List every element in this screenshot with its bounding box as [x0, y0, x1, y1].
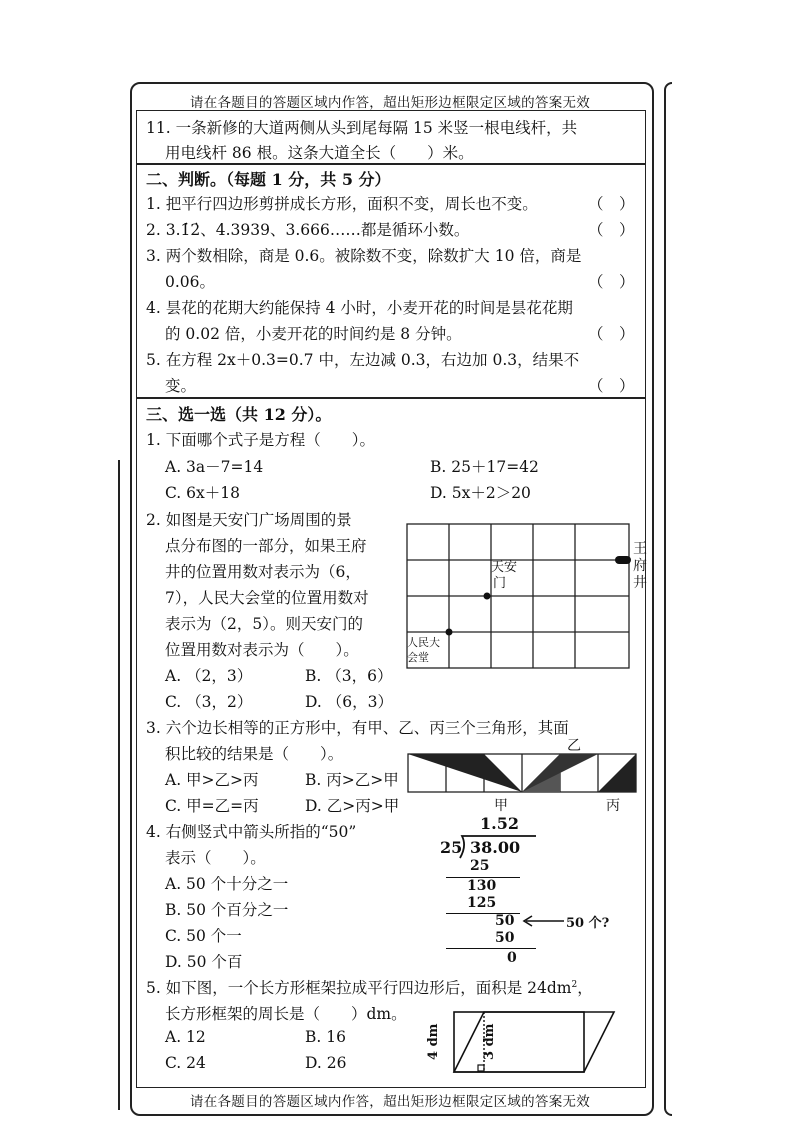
choose-q4-option-b[interactable]: B. 50 个百分之一	[165, 901, 289, 919]
judge-item-3-line-1: 3. 两个数相除，商是 0.6。被除数不变，除数扩大 10 倍，商是	[146, 247, 582, 265]
choose-q2-option-a[interactable]: A. （2，3）	[165, 667, 253, 685]
judge-answer-4[interactable]: （ ）	[588, 325, 635, 343]
label-tiananmen-1: 天安	[491, 560, 518, 575]
binding-line	[118, 460, 123, 1110]
judge-title: 二、判断。（每题 1 分，共 5 分）	[146, 170, 391, 189]
judge-answer-2[interactable]: （ ）	[588, 221, 635, 239]
q11-line-2: 用电线杆 86 根。这条大道全长（ ）米。	[165, 144, 474, 162]
division-divisor: 25	[440, 838, 463, 857]
division-step-3: 125	[467, 895, 497, 911]
choose-q2-line-5: 表示为（2，5）。则天安门的	[165, 615, 363, 633]
division-step-6: 0	[507, 950, 517, 966]
notice-bottom: 请在各题目的答题区域内作答，超出矩形边框限定区域的答案无效	[189, 1094, 591, 1110]
label-great-hall-2: 会堂	[407, 651, 429, 664]
choose-q1-stem: 1. 下面哪个式子是方程（ ）。	[146, 431, 375, 449]
choose-q4-line-1: 4. 右侧竖式中箭头所指的“50”	[146, 823, 357, 841]
division-step-1: 25	[470, 858, 490, 874]
judge-answer-1[interactable]: （ ）	[588, 195, 635, 213]
choose-q2-option-d[interactable]: D. （6，3）	[305, 693, 393, 711]
arrow-icon	[520, 914, 566, 928]
great-hall-point	[446, 629, 453, 636]
choose-q3-line-2: 积比较的结果是（ ）。	[165, 745, 344, 763]
division-dividend: 38.00	[470, 838, 521, 857]
choose-q1-option-d[interactable]: D. 5x＋2＞20	[430, 484, 531, 502]
next-column-border	[664, 82, 672, 1116]
choose-q1-option-a[interactable]: A. 3a－7=14	[165, 458, 264, 476]
label-yi: 乙	[567, 738, 581, 754]
choose-q5-option-a[interactable]: A. 12	[165, 1028, 206, 1046]
label-tiananmen-2: 门	[493, 576, 507, 591]
choose-q1-option-b[interactable]: B. 25＋17=42	[430, 458, 539, 476]
q11-line-1: 11. 一条新修的大道两侧从头到尾每隔 15 米竖一根电线杆，共	[146, 119, 578, 137]
choose-q4-option-c[interactable]: C. 50 个一	[165, 927, 242, 945]
judge-item-2: 2. 3.1̇2̇、4.3939、3.666……都是循环小数。	[146, 221, 470, 239]
tiananmen-point	[484, 593, 491, 600]
choose-q2-option-b[interactable]: B. （3，6）	[305, 667, 393, 685]
label-wangfujing-2: 府	[633, 558, 647, 574]
division-step-5: 50	[495, 930, 515, 946]
choose-q3-line-1: 3. 六个边长相等的正方形中，有甲、乙、丙三个三角形，其面	[146, 719, 569, 737]
label-wangfujing-1: 王	[633, 541, 647, 557]
choose-q5-line-2: 长方形框架的周长是（ ）dm。	[165, 1005, 407, 1023]
choose-q4-line-2: 表示（ ）。	[165, 849, 266, 867]
choose-q3-option-b[interactable]: B. 丙>乙>甲	[305, 771, 399, 789]
choose-q2-option-c[interactable]: C. （3，2）	[165, 693, 253, 711]
judge-item-1: 1. 把平行四边形剪拼成长方形，面积不变，周长也不变。	[146, 195, 538, 213]
division-rule-3	[446, 948, 536, 949]
choose-q1-option-c[interactable]: C. 6x＋18	[165, 484, 240, 502]
judge-item-5-line-2: 变。	[165, 377, 197, 395]
division-step-2: 130	[467, 878, 497, 894]
label-3dm: 3 dm	[482, 1023, 497, 1060]
choose-q2-line-4: 7），人民大会堂的位置用数对	[165, 589, 369, 607]
choose-q5-line-1: 5. 如下图，一个长方形框架拉成平行四边形后，面积是 $24dm^2$，	[146, 979, 593, 997]
choose-q4-option-d[interactable]: D. 50 个百	[165, 953, 243, 971]
choose-q5-option-d[interactable]: D. 26	[305, 1054, 347, 1072]
choose-q2-line-3: 井的位置用数对表示为（6，	[165, 563, 361, 581]
judge-item-3-line-2: 0.06。	[165, 273, 216, 291]
rectangle-parallelogram-diagram	[448, 1008, 618, 1074]
division-step-4-arrowed: 50	[495, 913, 515, 929]
label-4dm: 4 dm	[426, 1023, 441, 1060]
choose-q3-option-d[interactable]: D. 乙>丙>甲	[305, 797, 400, 815]
judge-item-5-line-1: 5. 在方程 2x＋0.3=0.7 中，左边减 0.3，右边加 0.3，结果不	[146, 351, 580, 369]
choose-q3-option-a[interactable]: A. 甲>乙>丙	[165, 771, 259, 789]
judge-answer-5[interactable]: （ ）	[588, 377, 635, 395]
triangle-bing	[598, 754, 636, 792]
label-bing: 丙	[606, 798, 620, 814]
choose-q5-option-c[interactable]: C. 24	[165, 1054, 206, 1072]
choose-q2-line-2: 点分布图的一部分，如果王府	[165, 537, 367, 555]
notice-top: 请在各题目的答题区域内作答，超出矩形边框限定区域的答案无效	[189, 95, 591, 111]
judge-item-4-line-2: 的 0.02 倍，小麦开花的时间约是 8 分钟。	[165, 325, 462, 343]
choose-title: 三、选一选（共 12 分）。	[146, 405, 332, 424]
judge-item-4-line-1: 4. 昙花的花期大约能保持 4 小时，小麦开花的时间是昙花花期	[146, 299, 573, 317]
arrow-label: 50 个?	[566, 916, 610, 931]
judge-answer-3[interactable]: （ ）	[588, 273, 635, 291]
six-squares-diagram	[406, 752, 638, 796]
label-wangfujing-3: 井	[633, 575, 647, 591]
triangle-jia	[408, 754, 522, 792]
label-jia: 甲	[494, 798, 508, 814]
choose-q5-option-b[interactable]: B. 16	[305, 1028, 346, 1046]
choose-q4-option-a[interactable]: A. 50 个十分之一	[165, 875, 289, 893]
label-great-hall-1: 人民大	[407, 636, 440, 649]
choose-q3-option-c[interactable]: C. 甲=乙=丙	[165, 797, 259, 815]
wangfujing-marker	[615, 556, 631, 564]
choose-q2-line-1: 2. 如图是天安门广场周围的景	[146, 511, 352, 529]
choose-q2-line-6: 位置用数对表示为（ ）。	[165, 641, 359, 659]
division-quotient: 1.52	[480, 814, 519, 833]
